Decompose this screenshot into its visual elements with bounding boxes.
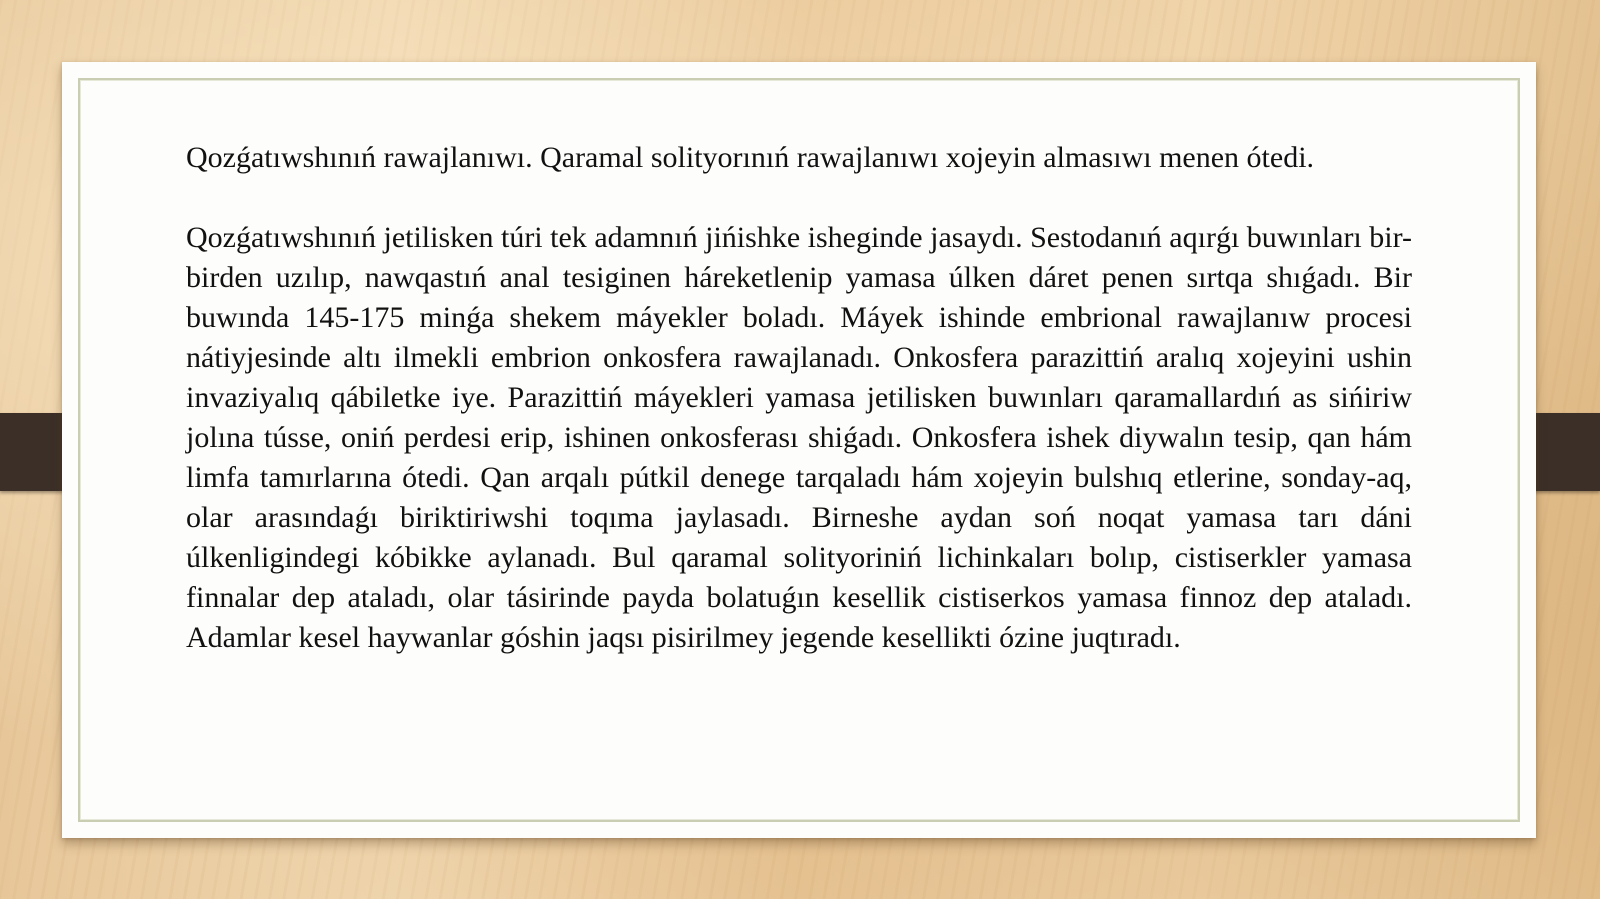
paragraph-intro: Qozǵatıwshınıń rawajlanıwı. Qaramal solityorınıń rawajlanıwı xojeyin almasıwı menen ótedi. (186, 141, 1315, 174)
paragraph-description: Qozǵatıwshınıń jetilisken túri tek adamnıń jińishke isheginde jasaydı. Sestodanıń aqırǵı buwınları bir-birden uzılıp, nawqastıń anal tesiginen háreketlenip yamasa úlken dáret penen sırtqa shıǵadı. Bir buwında 145-175 minǵa shekem máyekler boladı. Máyek ishinde embrional rawajlanıw procesi nátiyjesinde altı ilmekli embrion onkosfera rawajlanadı. Onkosfera parazittiń aralıq xojeyini ushin invaziyalıq qábiletke iye. Parazittiń máyekleri yamasa jetilisken buwınları qaramallardıń as sińiriw jolına tússe, oniń perdesi erip, ishinen onkosferası shiǵadı. Onkosfera ishek diywalın tesip, qan hám limfa tamırlarına ótedi. Qan arqalı pútkil denege tarqaladı hám xojeyin bulshıq etlerine, sonday-aq, olar arasındaǵı biriktiriwshi toqıma jaylasadı. Birneshe aydan soń noqat yamasa tarı dáni úlkenligindegi kóbikke aylanadı. Bul qaramal solityoriniń lichinkaları bolıp, cistiserkler yamasa finnalar dep ataladı, olar tásirinde payda bolatuǵın kesellik cistiserkos yamasa finnoz dep ataladı. Adamlar kesel haywanlar góshin jaqsı pisirilmey jegende kesellikti ózine juqtıradı. (186, 221, 1412, 654)
slide-text-body (186, 138, 1412, 658)
